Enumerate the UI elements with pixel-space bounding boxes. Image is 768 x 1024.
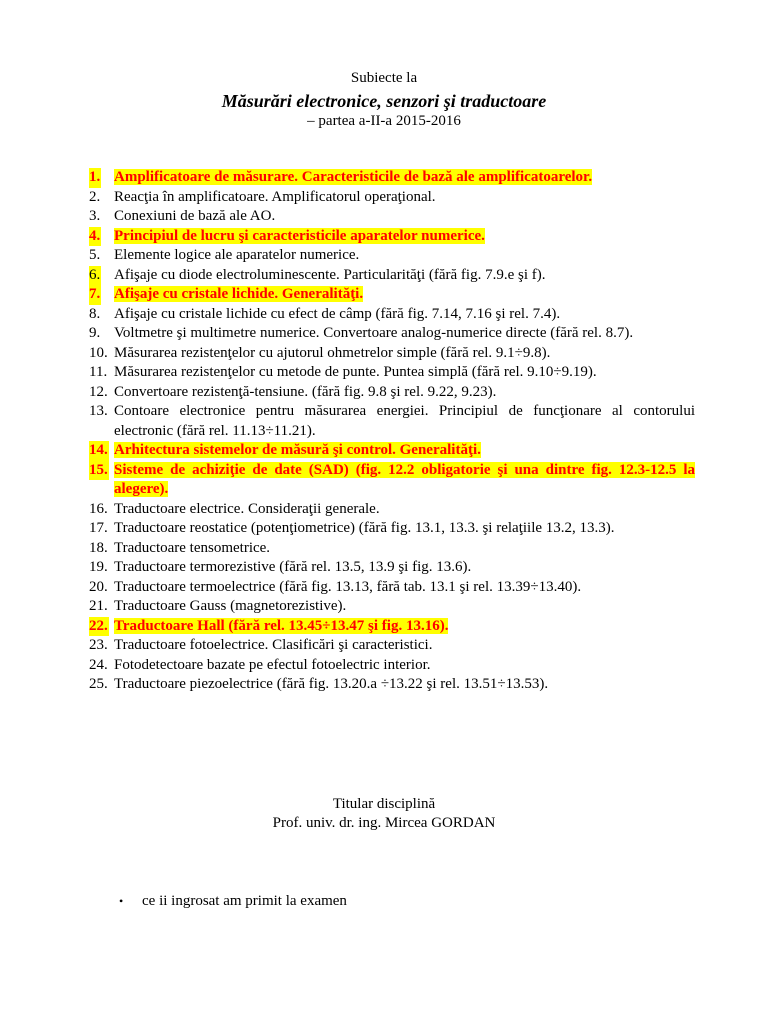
list-item — [89, 383, 695, 403]
item-text: Măsurarea rezistenţelor cu metode de punte. Puntea simplă (fără rel. 9.10÷9.19). — [114, 364, 597, 380]
list-item — [89, 617, 695, 637]
item-number: 20. — [89, 578, 108, 595]
course-title: Măsurări electronice, senzori şi traductoare — [221, 91, 547, 111]
item-text: Măsurarea rezistenţelor cu ajutorul ohmetrelor simple (fără rel. 9.1÷9.8). — [114, 344, 551, 361]
item-number: 2. — [89, 188, 101, 205]
item-text: Traductoare reostatice (potenţiometrice) (fără fig. 13.1, 13.3. şi relaţiile 13.2, 13.3). — [114, 520, 615, 536]
item-number: 8. — [89, 305, 101, 322]
list-item — [89, 227, 695, 247]
header-subtitle: Subiecte la — [350, 70, 418, 86]
item-number: 18. — [89, 539, 108, 556]
list-item — [89, 558, 695, 578]
list-item — [89, 500, 695, 520]
list-item — [89, 675, 695, 695]
item-number: 6. — [89, 266, 101, 286]
item-text: Elemente logice ale aparatelor numerice. — [114, 247, 360, 263]
item-number: 13. — [89, 403, 108, 419]
item-number: 10. — [89, 344, 108, 361]
topic-list — [89, 168, 695, 695]
item-text: Afişaje cu diode electroluminescente. Particularităţi (fără fig. 7.9.e şi f). — [114, 266, 546, 283]
item-text: Traductoare Hall (fără rel. 13.45÷13.47 şi fig. 13.16). — [114, 617, 449, 634]
list-item — [89, 656, 695, 676]
item-text: Fotodetectoare bazate pe efectul fotoelectric interior. — [114, 656, 431, 673]
item-number: 19. — [89, 559, 108, 575]
list-item — [89, 285, 695, 305]
item-number: 3. — [89, 208, 101, 224]
item-text: Traductoare electrice. Consideraţii generale. — [114, 500, 380, 517]
item-text: Convertoare rezistenţă-tensiune. (fără fig. 9.8 şi rel. 9.22, 9.23). — [114, 383, 497, 400]
list-item — [89, 246, 695, 266]
signature-name: Prof. univ. dr. ing. Mircea GORDAN — [272, 815, 496, 831]
list-item — [89, 539, 695, 559]
item-number: 16. — [89, 500, 108, 517]
list-item — [89, 402, 695, 441]
item-text: Principiul de lucru şi caracteristicile aparatelor numerice. — [114, 227, 485, 244]
list-item — [89, 207, 695, 227]
item-number: 23. — [89, 637, 108, 653]
item-number: 21. — [89, 598, 108, 614]
item-number: 4. — [89, 227, 101, 247]
item-number: 11. — [89, 364, 108, 380]
list-item — [89, 344, 695, 364]
note — [119, 892, 347, 912]
item-number: 17. — [89, 520, 108, 536]
note-text: ce ii ingrosat am primit la examen — [142, 893, 347, 909]
item-number: 1. — [89, 168, 101, 188]
list-item — [89, 363, 695, 383]
item-number: 24. — [89, 656, 108, 673]
list-item — [89, 461, 695, 500]
item-number: 14. — [89, 441, 109, 461]
item-text: Traductoare termorezistive (fără rel. 13.5, 13.9 şi fig. 13.6). — [114, 559, 472, 575]
item-text: Afişaje cu cristale lichide cu efect de câmp (fără fig. 7.14, 7.16 şi rel. 7.4). — [114, 305, 561, 322]
item-text: Sisteme de achiziţie de date (SAD) (fig. 12.2 obligatorie şi una dintre fig. 12.3-12.5 la alegere). — [114, 461, 695, 497]
item-number: 7. — [89, 285, 101, 305]
item-text: Traductoare Gauss (magnetorezistive). — [114, 598, 347, 614]
item-text: Traductoare fotoelectrice. Clasificări şi caracteristici. — [114, 637, 433, 653]
list-item — [89, 519, 695, 539]
list-item — [89, 188, 695, 208]
list-item — [89, 266, 695, 286]
list-item — [89, 578, 695, 598]
item-number: 22. — [89, 617, 109, 637]
item-text: Contoare electronice pentru măsurarea energiei. Principiul de funcţionare al contorului electronic (fără rel. 11.13÷11.21). — [114, 403, 695, 439]
list-item — [89, 597, 695, 617]
list-item — [89, 324, 695, 344]
list-item — [89, 168, 695, 188]
header-part-year: – partea a-II-a 2015-2016 — [307, 113, 461, 129]
list-item — [89, 441, 695, 461]
list-item — [89, 636, 695, 656]
item-number: 12. — [89, 383, 108, 400]
item-number: 5. — [89, 247, 101, 263]
item-text: Traductoare piezoelectrice (fără fig. 13.20.a ÷13.22 şi rel. 13.51÷13.53). — [114, 676, 549, 692]
item-number: 9. — [89, 325, 101, 341]
item-text: Afişaje cu cristale lichide. Generalităţi. — [114, 286, 364, 302]
item-text: Traductoare termoelectrice (fără fig. 13.13, fără tab. 13.1 şi rel. 13.39÷13.40). — [114, 578, 582, 595]
item-text: Amplificatoare de măsurare. Caracteristicile de bază ale amplificatoarelor. — [114, 169, 593, 185]
bullet-icon: • — [119, 894, 124, 908]
signature-role: Titular disciplină — [332, 796, 436, 812]
item-text: Arhitectura sistemelor de măsură şi control. Generalităţi. — [114, 442, 481, 458]
item-text: Conexiuni de bază ale AO. — [114, 208, 276, 224]
item-text: Reacţia în amplificatoare. Amplificatorul operaţional. — [114, 188, 436, 205]
item-text: Voltmetre şi multimetre numerice. Convertoare analog-numerice directe (fără rel. 8.7). — [114, 325, 634, 341]
list-item — [89, 305, 695, 325]
item-number: 15. — [89, 461, 109, 481]
item-number: 25. — [89, 676, 108, 692]
item-text: Traductoare tensometrice. — [114, 539, 271, 556]
